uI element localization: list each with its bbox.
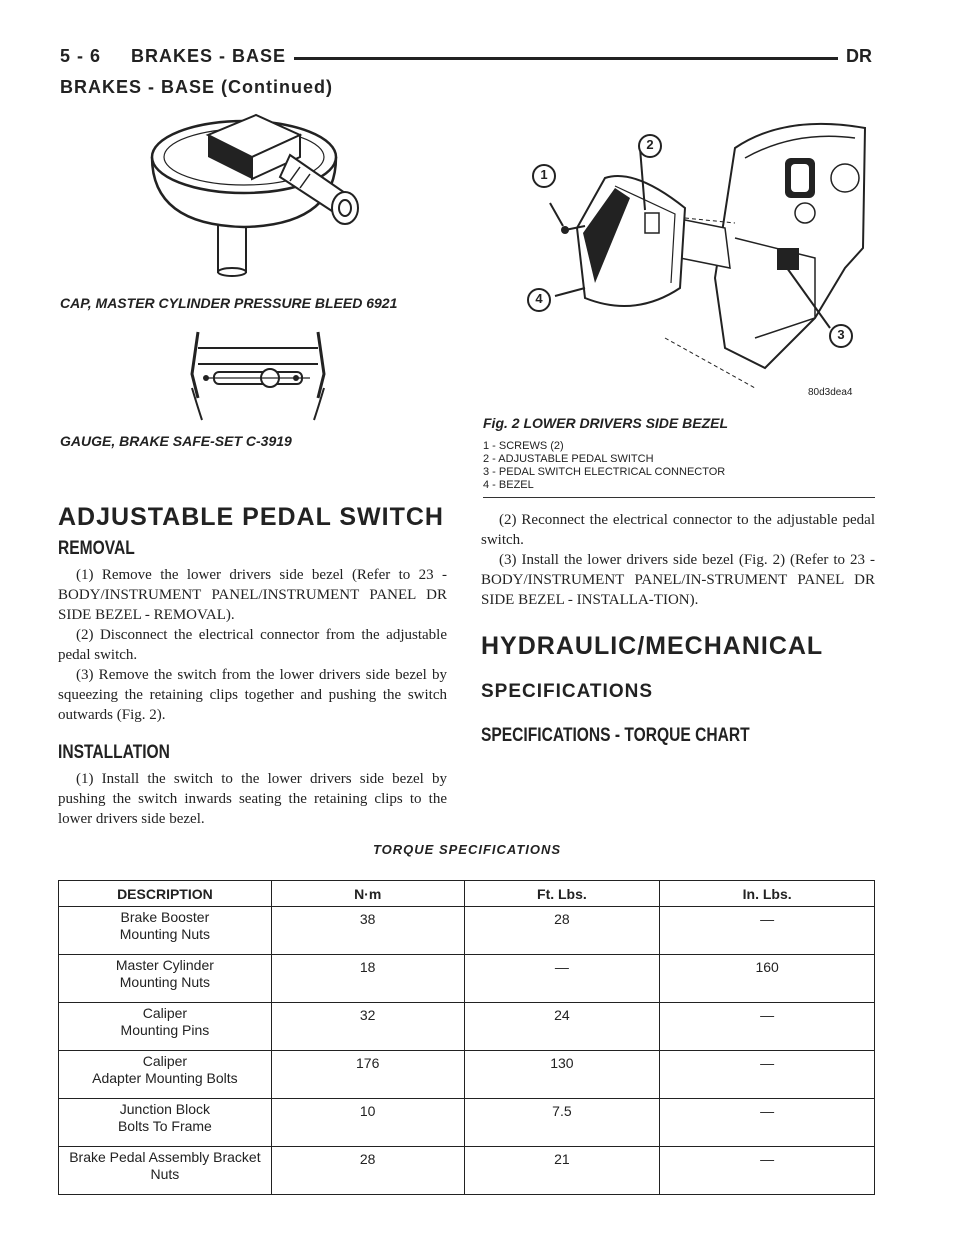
table-cell: 32	[271, 1003, 464, 1051]
install-step: (3) Install the lower drivers side bezel (Fig. 2) (Refer to 23 - BODY/INSTRUMENT PANEL/IN-STRUMENT PANEL DR SIDE BEZEL - INSTALLA-TION).	[481, 552, 875, 608]
table-cell: —	[660, 907, 875, 955]
callout-3: 3	[837, 327, 845, 342]
table-cell: 130	[464, 1051, 660, 1099]
pressure-bleed-cap-illustration	[140, 105, 370, 280]
lower-drivers-side-bezel-illustration	[515, 118, 880, 400]
safe-set-gauge-illustration	[178, 328, 338, 423]
column-header: Ft. Lbs.	[464, 881, 660, 907]
left-column	[58, 503, 447, 829]
table-cell: —	[660, 1147, 875, 1195]
column-header: N·m	[271, 881, 464, 907]
table-cell: —	[464, 955, 660, 1003]
table-row	[59, 1099, 875, 1147]
table-cell: Junction Block Bolts To Frame	[59, 1099, 272, 1147]
table-cell: 24	[464, 1003, 660, 1051]
table-cell: 28	[464, 907, 660, 955]
legend-item: 1 - SCREWS (2)	[483, 440, 564, 452]
gauge-label: GAUGE, BRAKE SAFE-SET C-3919	[60, 433, 292, 449]
column-header: DESCRIPTION	[59, 881, 272, 907]
table-row	[59, 907, 875, 955]
removal-step: (1) Remove the lower drivers side bezel (Refer to 23 - BODY/INSTRUMENT PANEL/INSTRUMENT PANEL DR SIDE BEZEL - REMOVAL).	[58, 567, 447, 623]
cap-label: CAP, MASTER CYLINDER PRESSURE BLEED 6921	[60, 295, 398, 311]
legend-item: 2 - ADJUSTABLE PEDAL SWITCH	[483, 453, 654, 465]
installation-heading: INSTALLATION	[58, 742, 170, 763]
figure-code: 80d3dea4	[808, 387, 853, 398]
table-cell: 160	[660, 955, 875, 1003]
table-cell: Brake Pedal Assembly Bracket Nuts	[59, 1147, 272, 1195]
torque-table-title: TORQUE SPECIFICATIONS	[372, 842, 562, 857]
table-row	[59, 1147, 875, 1195]
legend-item: 4 - BEZEL	[483, 479, 534, 491]
hydraulic-mechanical-heading: HYDRAULIC/MECHANICAL	[481, 632, 824, 660]
table-cell: —	[660, 1003, 875, 1051]
column-header: In. Lbs.	[660, 881, 875, 907]
right-column	[481, 510, 875, 746]
table-cell: Caliper Mounting Pins	[59, 1003, 272, 1051]
continued-heading: BRAKES - BASE (Continued)	[60, 77, 333, 97]
table-cell: Brake Booster Mounting Nuts	[59, 907, 272, 955]
table-cell: Master Cylinder Mounting Nuts	[59, 955, 272, 1003]
removal-step: (3) Remove the switch from the lower drivers side bezel by squeezing the retaining clips together and pushing the switch outwards (Fig. 2).	[58, 667, 447, 723]
figure-2-title: Fig. 2 LOWER DRIVERS SIDE BEZEL	[483, 415, 729, 431]
torque-specifications-table	[58, 880, 875, 1195]
table-row	[59, 1051, 875, 1099]
table-cell: 10	[271, 1099, 464, 1147]
callout-4: 4	[535, 291, 543, 306]
model-code: DR	[838, 46, 872, 67]
table-header-row	[59, 881, 875, 907]
legend-rule	[483, 497, 875, 498]
table-cell: Caliper Adapter Mounting Bolts	[59, 1051, 272, 1099]
torque-chart-heading: SPECIFICATIONS - TORQUE CHART	[481, 725, 750, 746]
table-cell: 176	[271, 1051, 464, 1099]
removal-heading: REMOVAL	[58, 538, 135, 559]
table-cell: 21	[464, 1147, 660, 1195]
table-row	[59, 955, 875, 1003]
table-cell: 7.5	[464, 1099, 660, 1147]
callout-1: 1	[540, 167, 548, 182]
figure-2-legend	[483, 440, 725, 492]
table-row	[59, 1003, 875, 1051]
removal-step: (2) Disconnect the electrical connector from the adjustable pedal switch.	[58, 627, 447, 663]
table-cell: —	[660, 1051, 875, 1099]
install-step: (2) Reconnect the electrical connector to the adjustable pedal switch.	[481, 512, 875, 548]
callout-2: 2	[646, 137, 654, 152]
table-cell: —	[660, 1099, 875, 1147]
table-cell: 28	[271, 1147, 464, 1195]
table-cell: 38	[271, 907, 464, 955]
install-step: (1) Install the switch to the lower drivers side bezel by pushing the switch inwards seating the retaining clips to the lower drivers side bezel.	[58, 771, 447, 827]
table-cell: 18	[271, 955, 464, 1003]
legend-item: 3 - PEDAL SWITCH ELECTRICAL CONNECTOR	[483, 466, 726, 478]
specifications-heading: SPECIFICATIONS	[481, 681, 653, 702]
adjustable-pedal-switch-heading: ADJUSTABLE PEDAL SWITCH	[58, 503, 444, 531]
section-header: 5 - 6 BRAKES - BASE	[60, 46, 294, 67]
